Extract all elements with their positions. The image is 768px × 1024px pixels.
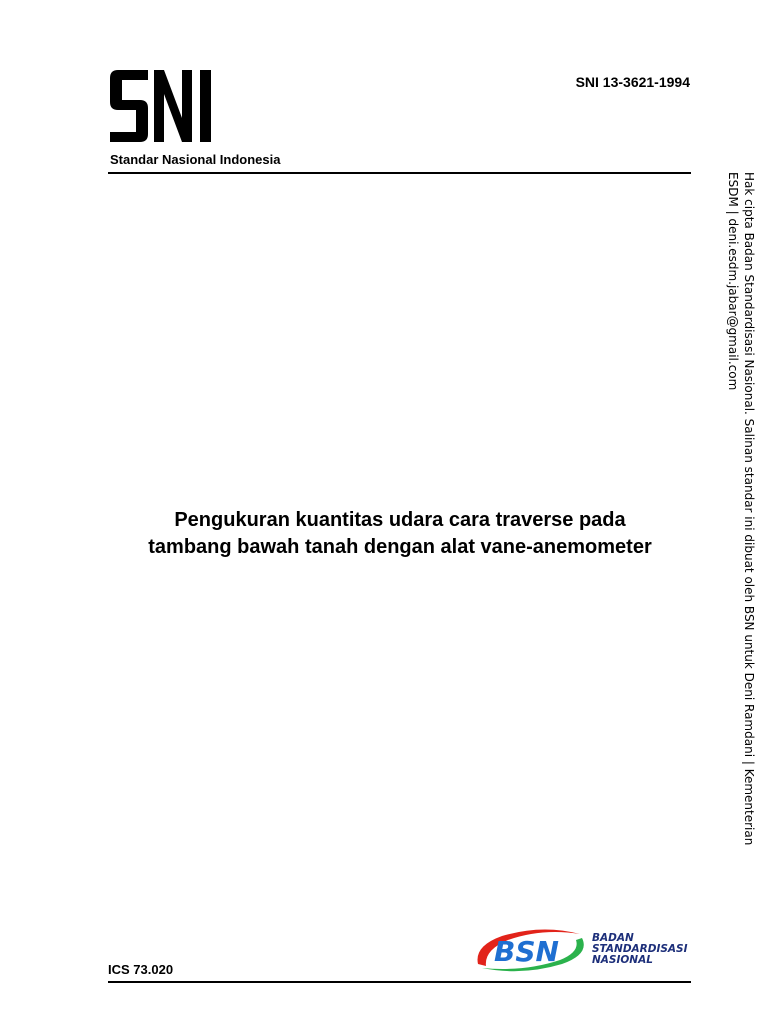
bsn-name-line-2: STANDARDISASI [592, 943, 688, 955]
bsn-logo-text: BSN [494, 935, 559, 968]
bsn-name-line-3: NASIONAL [592, 954, 653, 966]
bsn-logo [472, 924, 592, 976]
bsn-name [592, 933, 688, 966]
copyright-line-2: ESDM | deni.esdm.jabar@gmail.com [726, 172, 740, 391]
bottom-divider [108, 981, 691, 983]
copyright-line-1: Hak cipta Badan Standardisasi Nasional. Salinan standar ini dibuat oleh BSN untuk Deni Ramdani | Kementerian [742, 172, 756, 846]
standard-name: Standar Nasional Indonesia [110, 152, 281, 167]
top-divider [108, 172, 691, 174]
document-title [100, 507, 700, 561]
title-line-2: tambang bawah tanah dengan alat vane-anemometer [148, 536, 652, 558]
ics-code: ICS 73.020 [108, 962, 174, 977]
title-line-1: Pengukuran kuantitas udara cara traverse pada [174, 509, 626, 531]
sni-logo [108, 68, 230, 144]
copyright-side-note [721, 172, 757, 852]
document-number: SNI 13-3621-1994 [575, 74, 690, 90]
bsn-name-line-1: BADAN [592, 932, 634, 944]
